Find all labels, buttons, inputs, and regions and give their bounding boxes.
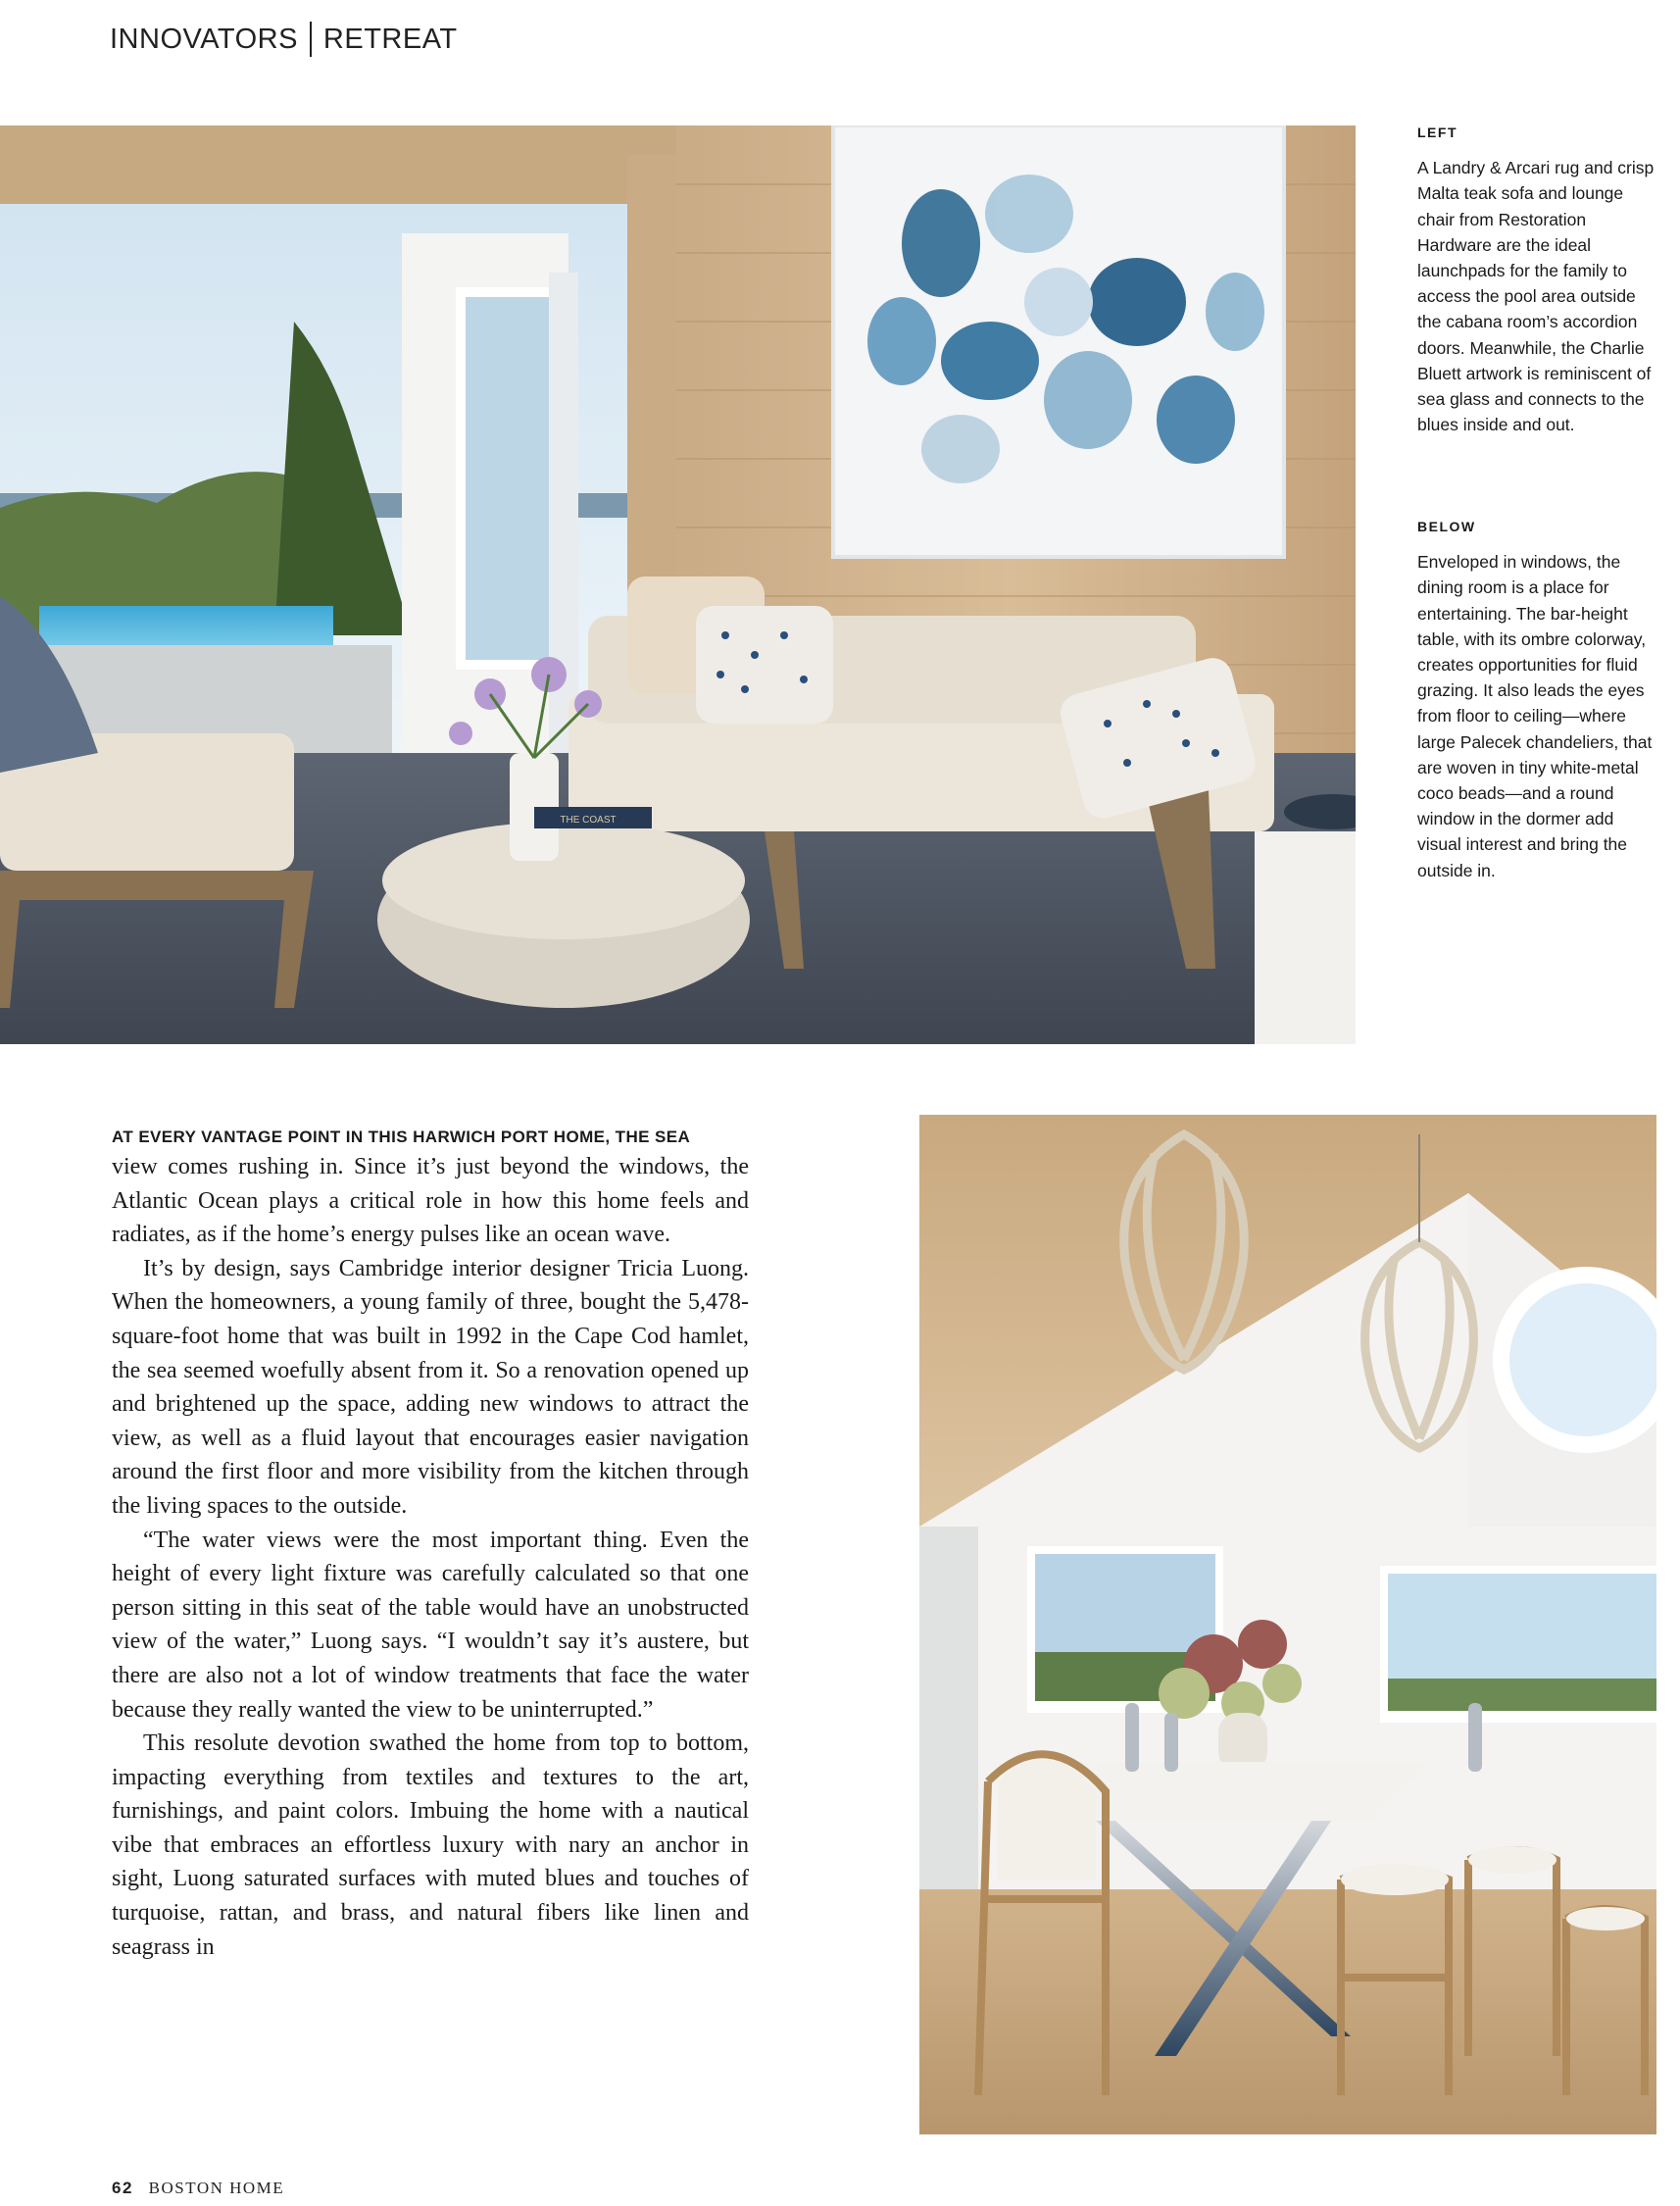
article-paragraph: This resolute devotion swathed the home from top to bottom, impacting everything from textiles and textures to the art, furnishings, and paint colors. Imbuing the home with a nautical vibe that embraces an effortless luxury with nary an anchor in sight, Luong saturated surfaces with muted blues and touches of turquoise, rattan, and brass, and natural fibers like linen and seagrass in <box>112 1730 749 1960</box>
page-number: 62 <box>112 2179 133 2197</box>
caption-left-text: A Landry & Arcari rug and crisp Malta teak sofa and lounge chair from Restoration Hardware are the ideal launchpads for the family to access the pool area outside the cabana room’s accordion doors. Meanwhile, the Charlie Bluett artwork is reminiscent of sea glass and connects to the blues inside and out. <box>1417 158 1655 435</box>
page-footer <box>112 2179 284 2198</box>
caption-left <box>1417 120 1657 437</box>
publication-name: BOSTON HOME <box>148 2179 285 2197</box>
caption-left-label: LEFT <box>1417 125 1458 140</box>
coffee-table-book-title: THE COAST <box>560 815 617 826</box>
article-paragraph: “The water views were the most important thing. Even the height of every light fixture was carefully calculated so that one person sitting in this seat of the table would have an unobstructed view of the water,” Luong says. “I wouldn’t say it’s austere, but there are also not a lot of window treatments that face the water because they really wanted the view to be uninterrupted.” <box>112 1527 749 1723</box>
caption-below <box>1417 514 1657 883</box>
section-name: INNOVATORS <box>110 23 298 55</box>
dining-room-photo <box>919 1115 1656 2134</box>
section-header <box>110 22 458 57</box>
article-lede: AT EVERY VANTAGE POINT IN THIS HARWICH PORT HOME, THE SEA <box>112 1128 691 1146</box>
caption-below-text: Enveloped in windows, the dining room is a place for entertaining. The bar-height table, with its ombre colorway, creates opportunities for fluid grazing. It also leads the eyes from floor to ceiling—where large Palecek chandeliers, that are woven in tiny white-metal coco beads—and a round window in the dormer add visual interest and bring the outside in. <box>1417 552 1653 880</box>
header-divider <box>310 22 312 57</box>
article-paragraph: It’s by design, says Cambridge interior designer Tricia Luong. When the homeowners, a young family of three, bought the 5,478-square-foot home that was built in 1992 in the Cape Cod hamlet, the sea seemed woefully absent from it. So a renovation opened up and brightened up the space, adding new windows to attract the view, as well as a fluid layout that encourages easier navigation around the first floor and more visibility from the kitchen through the living spaces to the outside. <box>112 1255 749 1519</box>
article-body <box>112 1125 749 1964</box>
caption-below-label: BELOW <box>1417 519 1476 534</box>
subsection-name: RETREAT <box>322 23 458 55</box>
living-room-photo <box>0 125 1356 1044</box>
article-paragraph: view comes rushing in. Since it’s just beyond the windows, the Atlantic Ocean plays a critical role in how this home feels and radiates, as if the home’s energy pulses like an ocean wave. <box>112 1154 749 1248</box>
